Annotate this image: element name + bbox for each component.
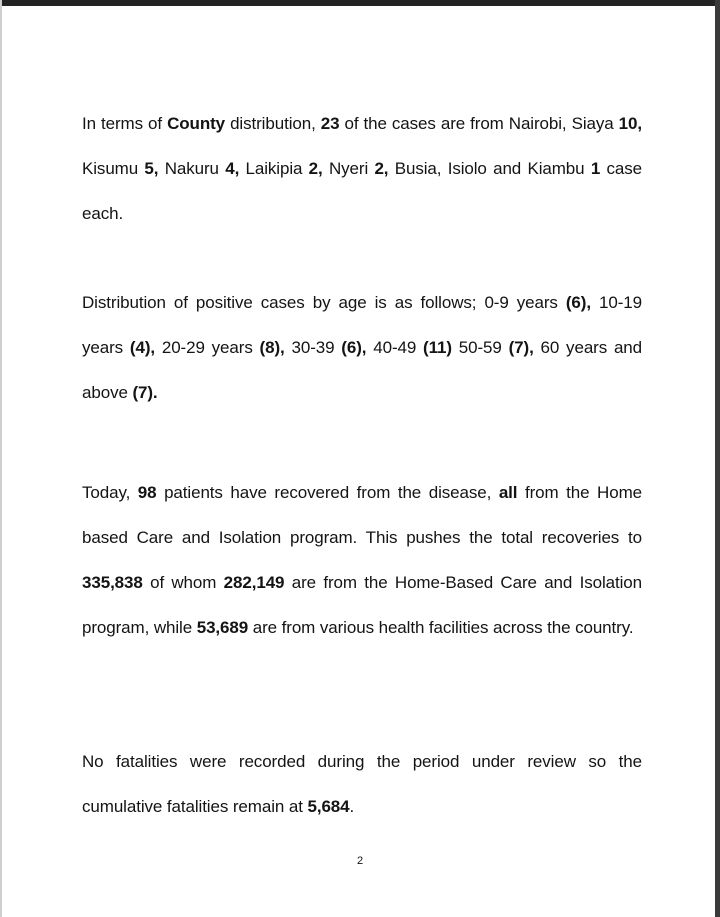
page-number: 2 — [356, 855, 364, 867]
text-run: . — [349, 797, 355, 816]
bold-figure: 1 — [590, 159, 601, 178]
scan-border-right — [715, 0, 720, 917]
bold-figure: (7). — [132, 383, 158, 402]
bold-figure: 10, — [618, 114, 642, 133]
paragraph-fatalities — [82, 739, 642, 829]
bold-figure: 5,684 — [307, 797, 350, 816]
text-run: are from various health facilities across the country. — [248, 618, 634, 637]
paragraph-recoveries — [82, 470, 642, 650]
bold-figure: 5, — [144, 159, 159, 178]
bold-figure: 4, — [225, 159, 240, 178]
bold-figure: 335,838 — [82, 573, 143, 592]
text-run: case each. — [82, 159, 642, 223]
bold-figure: all — [498, 483, 518, 502]
text-run: of the cases are from Nairobi, Siaya — [339, 114, 619, 133]
text-run: are from the Home-Based Care and Isolation program, while — [82, 573, 642, 637]
bold-figure: 282,149 — [223, 573, 285, 592]
text-run: 20-29 years — [155, 338, 260, 357]
text-run: Laikipia — [239, 159, 309, 178]
bold-figure: 23 — [320, 114, 340, 133]
text-run: 30-39 — [284, 338, 342, 357]
text-run: 10-19 years — [82, 293, 643, 357]
bold-figure: 98 — [137, 483, 157, 502]
text-run: Distribution of positive cases by age is as follows; 0-9 years — [82, 293, 566, 312]
text-run: 50-59 — [451, 338, 509, 357]
bold-figure: (6), — [565, 293, 591, 312]
text-run: In terms of — [82, 114, 168, 133]
bold-figure: (6), — [341, 338, 367, 357]
text-run: Today, — [82, 483, 138, 502]
bold-figure: 2, — [308, 159, 323, 178]
bold-figure: 53,689 — [196, 618, 249, 637]
text-run: Busia, Isiolo and Kiambu — [388, 159, 591, 178]
paragraph-age-distribution — [82, 280, 642, 415]
bold-figure: County — [167, 114, 226, 133]
bold-figure: (4), — [129, 338, 156, 357]
bold-figure: (8), — [259, 338, 285, 357]
text-run: Nakuru — [158, 159, 226, 178]
text-run: 60 years and above — [82, 338, 643, 402]
text-run: Nyeri — [322, 159, 375, 178]
bold-figure: 2, — [374, 159, 389, 178]
text-run: patients have recovered from the disease, — [156, 483, 499, 502]
text-run: No fatalities were recorded during the period under review so the cumulative fatalities remain at — [82, 752, 642, 816]
text-run: of whom — [142, 573, 224, 592]
bold-figure: (7), — [508, 338, 534, 357]
text-run: Kisumu — [82, 159, 145, 178]
text-run: distribution, — [225, 114, 321, 133]
bold-figure: (11) — [423, 338, 452, 357]
text-run: 40-49 — [366, 338, 424, 357]
text-run: from the Home based Care and Isolation program. This pushes the total recoveries to — [82, 483, 642, 547]
paragraph-county-distribution — [82, 101, 642, 236]
